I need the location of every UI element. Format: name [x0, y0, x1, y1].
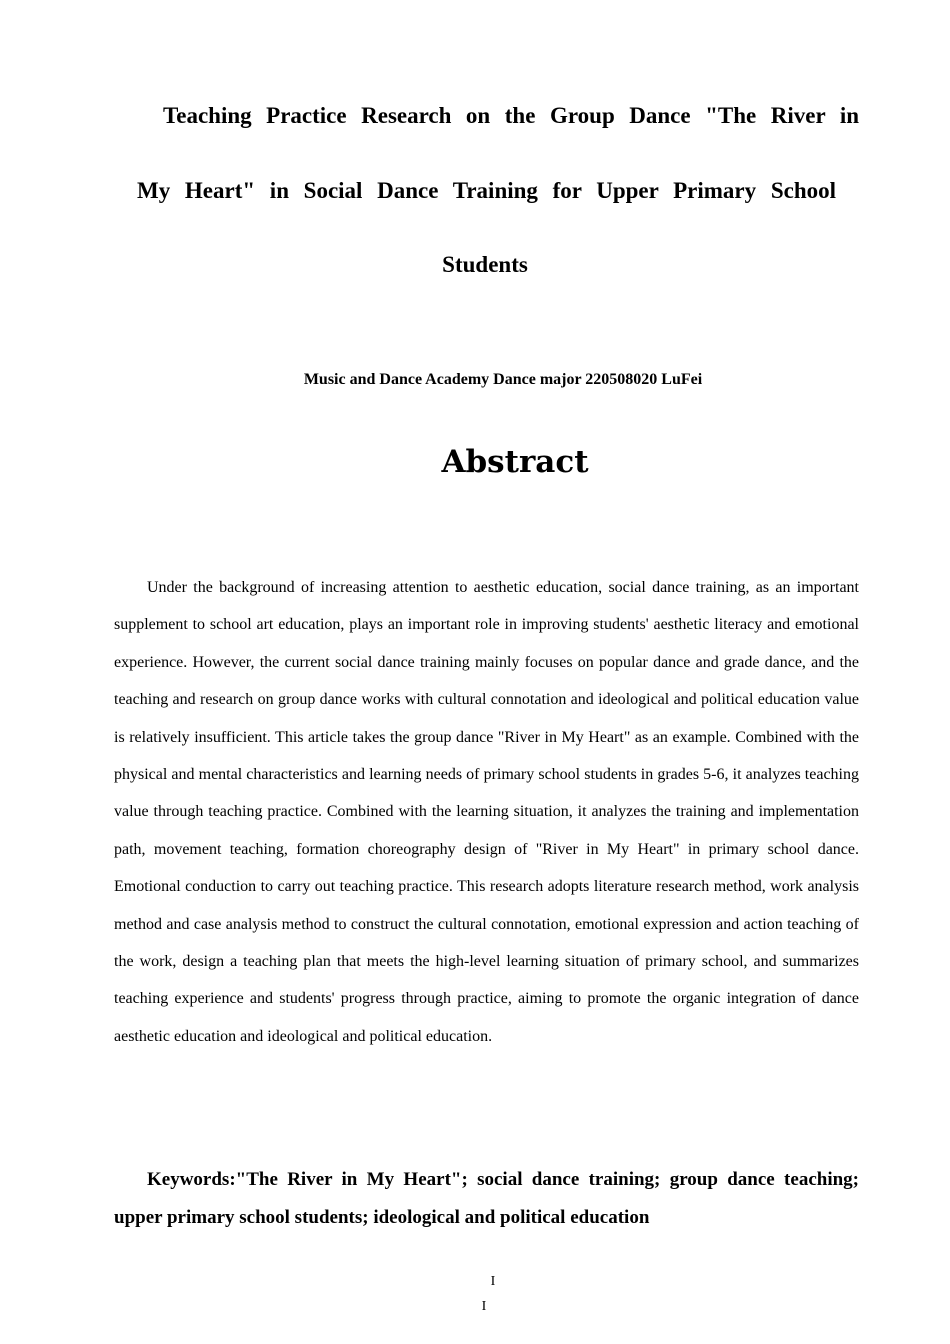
title-line-1: Teaching Practice Research on the Group Dance "The River in [163, 103, 859, 128]
author-line: Music and Dance Academy Dance major 220508020 LuFei [303, 371, 703, 388]
title-line-3: Students [442, 252, 528, 277]
abstract-body: Under the background of increasing attention to aesthetic education, social dance training, as an important supplement to school art education, plays an important role in improving students' aesthetic literacy and emotional experience. However, the current social dance training mainly focuses on popular dance and grade dance, and the teaching and research on group dance works with cultural connotation and ideological and political education value is relatively insufficient. This article takes the group dance "River in My Heart" as an example. Combined with the physical and mental characteristics and learning needs of primary school students in grades 5-6, it analyzes teaching value through teaching practice. Combined with the learning situation, it analyzes the training and implementation path, movement teaching, formation choreography design of "River in My Heart" in primary school dance. Emotional conduction to carry out teaching practice. This research adopts literature research method, work analysis method and case analysis method to construct the cultural connotation, emotional expression and action teaching of the work, design a teaching plan that meets the high-level learning situation of primary school, and summarizes teaching experience and students' progress through practice, aiming to promote the organic integration of dance aesthetic education and ideological and political education. [114, 579, 859, 1045]
page-number: I [490, 1274, 496, 1289]
page-number-footer: I [481, 1299, 487, 1314]
abstract-heading: Abstract [441, 444, 589, 480]
keywords-paragraph: Keywords:"The River in My Heart"; social dance training; group dance teaching; upper primary school students; ideological and political education [114, 1169, 859, 1228]
title-line-2: My Heart" in Social Dance Training for Upper Primary School [137, 178, 836, 203]
